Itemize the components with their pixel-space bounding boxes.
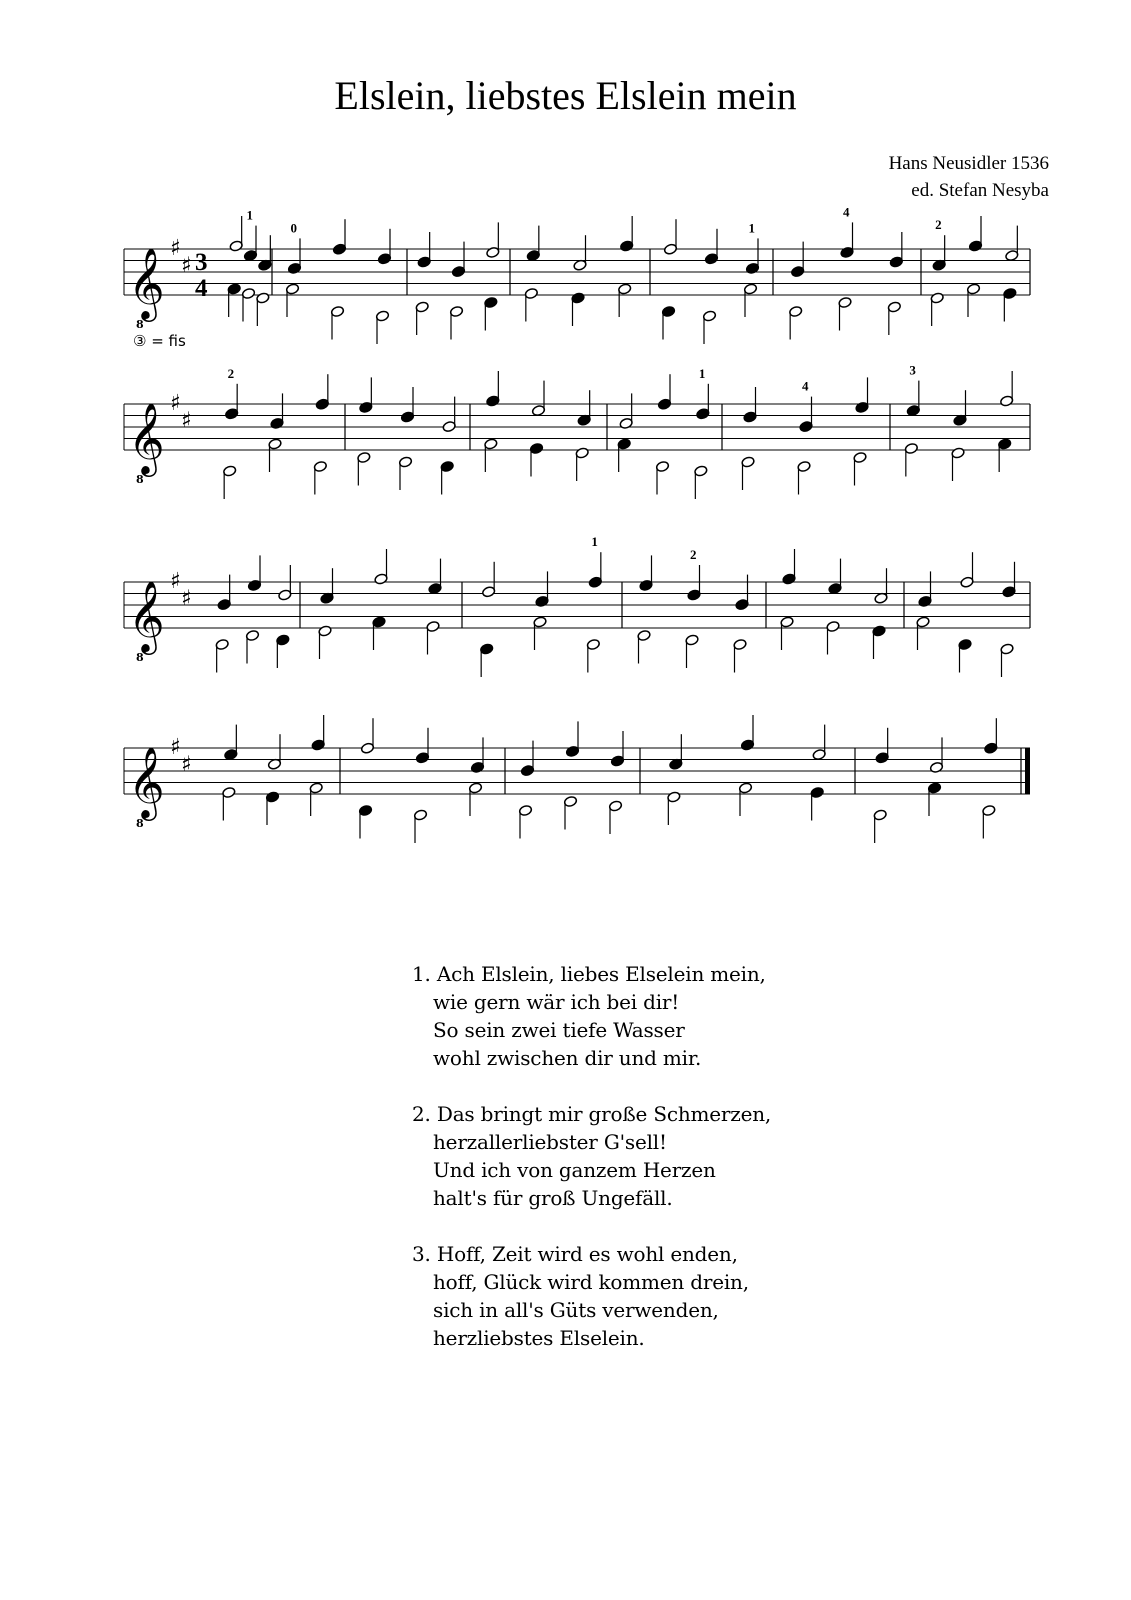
lyrics-block (412, 960, 771, 1380)
sharp-icon: ♯ (170, 569, 181, 594)
octave-marker: 8 (136, 651, 144, 664)
tuning-note: ③ = fis (133, 332, 186, 350)
treble-clef-icon: 𝄞 (128, 745, 165, 818)
fingering-number: 1 (748, 220, 755, 236)
sharp-icon: ♯ (170, 735, 181, 760)
sharp-icon: ♯ (181, 586, 192, 612)
verse-2 (412, 1100, 771, 1212)
octave-marker: 8 (136, 473, 144, 486)
sharp-icon: ♯ (181, 752, 192, 778)
composer-line: Hans Neusidler 1536 (888, 153, 1049, 174)
final-barline-thick (1025, 748, 1030, 794)
sharp-icon: ♯ (170, 236, 181, 261)
verse-line: sich in all's Güts verwenden, (433, 1298, 719, 1322)
staff-system (124, 363, 1030, 499)
time-signature-top: 3 (195, 249, 208, 276)
sharp-icon: ♯ (181, 408, 192, 434)
verse-line: herzliebstes Elselein. (433, 1326, 645, 1350)
fingering-number: 1 (591, 534, 598, 550)
sharp-icon: ♯ (181, 253, 192, 279)
sharp-icon: ♯ (170, 391, 181, 416)
song-title: Elslein, liebstes Elslein mein (334, 73, 797, 118)
fingering-number: 2 (690, 547, 697, 562)
treble-clef-icon: 𝄞 (128, 246, 165, 319)
verse-line: halt's für groß Ungefäll. (433, 1186, 673, 1210)
verse-line: hoff, Glück wird kommen drein, (433, 1270, 749, 1294)
staff-system (124, 204, 1030, 344)
verse-line: Und ich von ganzem Herzen (433, 1158, 716, 1182)
octave-marker: 8 (136, 817, 144, 830)
verse-line: So sein zwei tiefe Wasser (433, 1018, 685, 1042)
verse-line: herzallerliebster G'sell! (433, 1130, 667, 1154)
treble-clef-icon: 𝄞 (128, 579, 165, 652)
treble-clef-icon: 𝄞 (128, 401, 165, 474)
verse-line: 2. Das bringt mir große Schmerzen, (412, 1102, 772, 1126)
fingering-number: 0 (290, 220, 297, 236)
fingering-number: 2 (935, 217, 942, 233)
verse-3 (412, 1240, 771, 1352)
fingering-number: 3 (909, 362, 916, 378)
verse-1 (412, 960, 771, 1072)
fingering-number: 1 (246, 207, 253, 223)
staff-system (124, 534, 1030, 677)
fingering-number: 4 (802, 378, 809, 394)
time-signature-bottom: 4 (195, 275, 208, 302)
fingering-number: 1 (698, 365, 706, 381)
fingering-number: 4 (843, 204, 850, 220)
staff-system (124, 715, 1030, 843)
fingering-number: 2 (227, 365, 235, 381)
editor-line: ed. Stefan Nesyba (911, 180, 1049, 201)
verse-line: wohl zwischen dir und mir. (433, 1046, 702, 1070)
verse-line: 1. Ach Elslein, liebes Elselein mein, (412, 962, 766, 986)
verse-line: wie gern wär ich bei dir! (433, 990, 680, 1014)
octave-marker: 8 (136, 318, 144, 331)
verse-line: 3. Hoff, Zeit wird es wohl enden, (412, 1242, 738, 1266)
